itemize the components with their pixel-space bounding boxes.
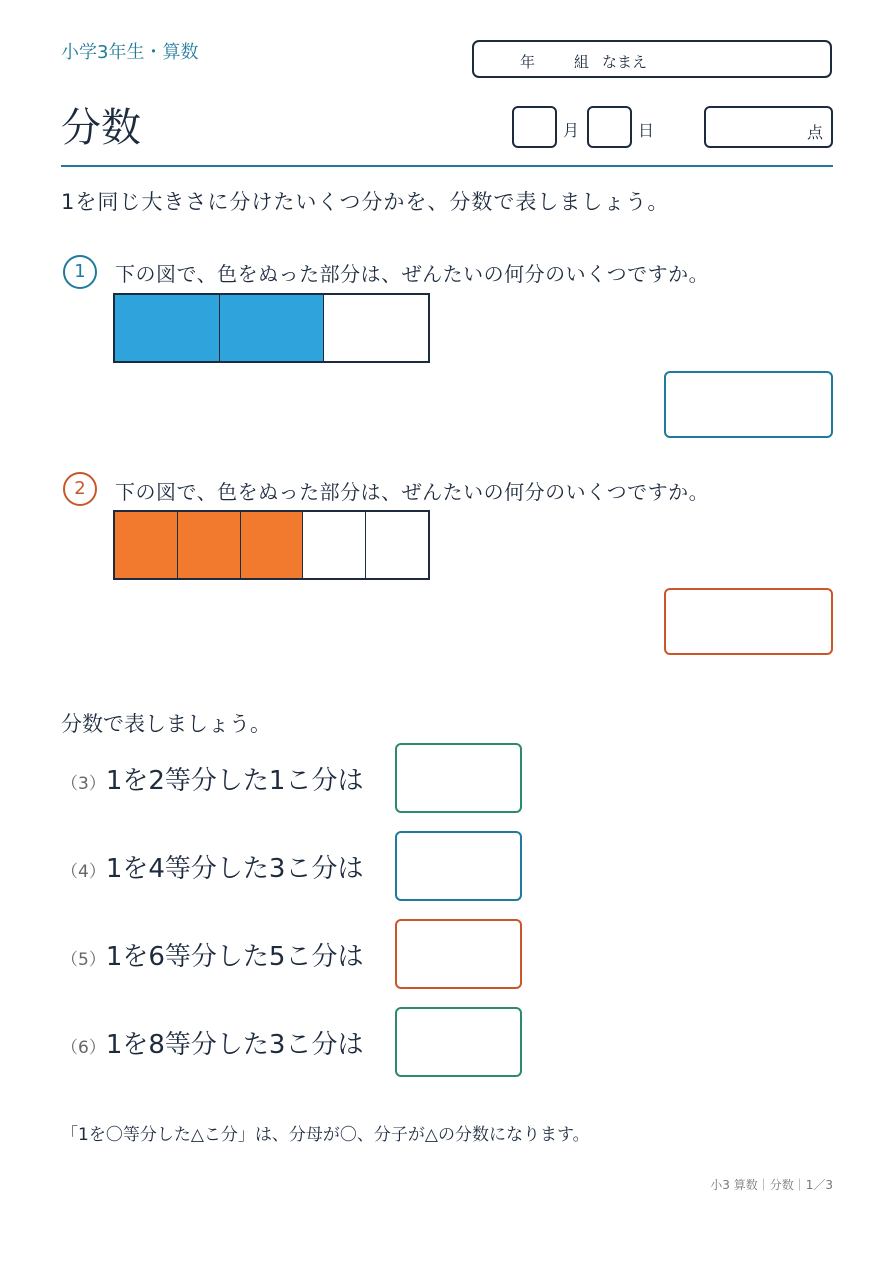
month-label: 月 [563, 121, 580, 140]
item-5 [61, 936, 363, 973]
page-footer: 小3 算数｜分数｜1／3 [710, 1178, 833, 1192]
year-label: 年 [520, 53, 536, 71]
month-box[interactable] [512, 106, 557, 148]
item-4-number: （4） [61, 862, 106, 882]
item-6-answer-box[interactable] [395, 1007, 522, 1077]
item-6-text: 1を8等分した3こ分は [105, 1030, 364, 1060]
bar-segment [303, 512, 366, 578]
main-instruction: 1を同じ大きさに分けたいくつ分かを、分数で表しましょう。 [61, 190, 670, 214]
question-2-number: 2 [63, 472, 97, 506]
name-label: なまえ [602, 53, 648, 71]
item-3-answer-box[interactable] [395, 743, 522, 813]
score-label: 点 [806, 123, 823, 142]
item-3-number: （3） [61, 774, 106, 794]
page-title: 分数 [61, 105, 141, 151]
bar-segment [115, 512, 178, 578]
header-divider [61, 165, 833, 167]
question-2-text: 下の図で、色をぬった部分は、ぜんたいの何分のいくつですか。 [115, 480, 710, 504]
question-1-answer-box[interactable] [664, 371, 833, 438]
footnote: 「1を〇等分した△こ分」は、分母が〇、分子が△の分数になります。 [61, 1125, 590, 1145]
class-label: 組 [574, 53, 590, 71]
item-5-number: （5） [61, 950, 106, 970]
score-box[interactable] [704, 106, 833, 148]
item-5-answer-box[interactable] [395, 919, 522, 989]
item-6-number: （6） [61, 1038, 106, 1058]
bar-segment [241, 512, 304, 578]
bar-segment [115, 295, 220, 361]
item-6 [61, 1024, 363, 1061]
question-2-answer-box[interactable] [664, 588, 833, 655]
bar-segment [220, 295, 325, 361]
bar-segment [178, 512, 241, 578]
day-box[interactable] [587, 106, 632, 148]
day-label: 日 [638, 121, 655, 140]
section-2-instruction: 分数で表しましょう。 [61, 712, 271, 736]
item-4 [61, 848, 363, 885]
item-4-answer-box[interactable] [395, 831, 522, 901]
item-4-text: 1を4等分した3こ分は [105, 854, 364, 884]
question-1-text: 下の図で、色をぬった部分は、ぜんたいの何分のいくつですか。 [115, 262, 710, 286]
item-3-text: 1を2等分した1こ分は [105, 766, 364, 796]
question-1-number: 1 [63, 255, 97, 289]
name-box[interactable] [472, 40, 832, 78]
item-3 [61, 760, 363, 797]
grade-label: 小学3年生・算数 [61, 42, 199, 63]
question-1-fraction-bar [113, 293, 430, 363]
item-5-text: 1を6等分した5こ分は [105, 942, 364, 972]
bar-segment [366, 512, 428, 578]
bar-segment [324, 295, 428, 361]
question-2-fraction-bar [113, 510, 430, 580]
